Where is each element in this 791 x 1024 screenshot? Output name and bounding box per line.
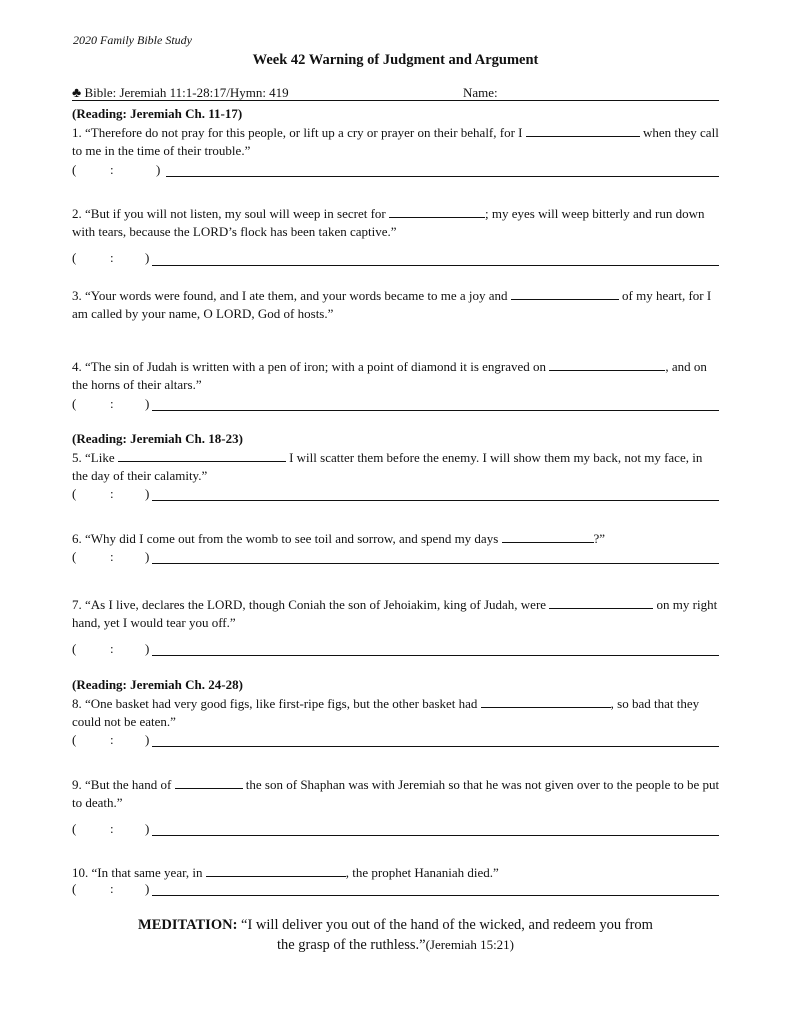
answer-blank[interactable] [481,695,611,708]
meditation [0,915,791,935]
meditation-reference: (Jeremiah 15:21) [425,937,515,952]
reference-line[interactable] [166,176,719,177]
question-5 [72,449,720,485]
question-text-before: 3. “Your words were found, and I ate them, and your words became to me a joy and [72,288,508,303]
bible-reference: Bible: Jeremiah 11:1-28:17/Hymn: 419 [84,85,289,100]
question-4 [72,358,720,394]
reference-line[interactable] [152,835,719,836]
meditation-label: MEDITATION: [138,917,238,933]
question-text-after: ?” [593,531,606,546]
answer-blank[interactable] [206,864,346,877]
page-title: Week 42 Warning of Judgment and Argument [252,52,539,68]
course-label: 2020 Family Bible Study [73,33,192,47]
question-3 [72,287,720,323]
question-text-after: ; my eyes will weep bitterly and run down with tears, because the LORD’s flock has been taken captive.” [72,206,705,239]
section-heading-2: (Reading: Jeremiah Ch. 18-23) [72,431,243,446]
reference-line[interactable] [152,563,719,564]
section-heading-3: (Reading: Jeremiah Ch. 24-28) [72,677,243,692]
question-text-before: 10. “In that same year, in [72,865,203,880]
question-text-after: , the prophet Hananiah died.” [345,865,499,880]
question-text-after: when they call to me in the time of their trouble.” [72,125,719,158]
question-text-after: I will scatter them before the enemy. I will show them my back, not my face, in the day of their calamity.” [72,450,703,483]
question-text-before: 2. “But if you will not listen, my soul will weep in secret for [72,206,386,221]
reference-line[interactable] [152,410,719,411]
section-heading-1: (Reading: Jeremiah Ch. 11-17) [72,106,243,121]
question-text-before: 6. “Why did I come out from the womb to see toil and sorrow, and spend my days [72,531,499,546]
reference-line[interactable] [152,500,719,501]
question-text-after: the son of Shaphan was with Jeremiah so that he was not given over to the people to be put to death.” [72,777,720,810]
question-text-before: 8. “One basket had very good figs, like first-ripe figs, but the other basket had [72,696,478,711]
reference-line[interactable] [152,265,719,266]
club-icon: ♣ [72,86,82,101]
reference-line[interactable] [152,746,719,747]
name-label: Name: [463,85,498,100]
reference-line[interactable] [152,895,719,896]
question-6 [72,530,720,548]
question-7 [72,596,720,632]
answer-blank[interactable] [511,287,619,300]
question-text-before: 7. “As I live, declares the LORD, though Coniah the son of Jehoiakim, king of Judah, were [72,597,547,612]
question-2 [72,205,720,241]
question-text-before: 5. “Like [72,450,115,465]
question-text-before: 1. “Therefore do not pray for this people, or lift up a cry or prayer on their behalf, for I [72,125,523,140]
question-8 [72,695,720,731]
question-text-after: on my right hand, yet I would tear you off.” [72,597,718,630]
answer-blank[interactable] [118,449,286,462]
reference-line[interactable] [152,655,719,656]
answer-blank[interactable] [526,124,640,137]
name-field[interactable] [72,100,719,101]
question-text-before: 4. “The sin of Judah is written with a pen of iron; with a point of diamond it is engraved on [72,359,547,374]
question-text-after: , and on the horns of their altars.” [72,359,707,392]
question-text-before: 9. “But the hand of [72,777,172,792]
question-text-after: , so bad that they could not be eaten.” [72,696,700,729]
answer-blank[interactable] [549,358,665,371]
question-text-after: of my heart, for I am called by your name, O LORD, God of hosts.” [72,288,712,321]
question-10 [72,864,720,882]
answer-blank[interactable] [389,205,485,218]
meditation-text-line-2: the grasp of the ruthless.” [276,937,426,953]
answer-blank[interactable] [502,530,594,543]
meditation-text-line-1: “I will deliver you out of the hand of the wicked, and redeem you from [241,917,653,933]
question-9 [72,776,720,812]
answer-blank[interactable] [549,596,653,609]
answer-blank[interactable] [175,776,243,789]
question-1 [72,124,720,160]
meditation-line-2 [0,935,791,955]
